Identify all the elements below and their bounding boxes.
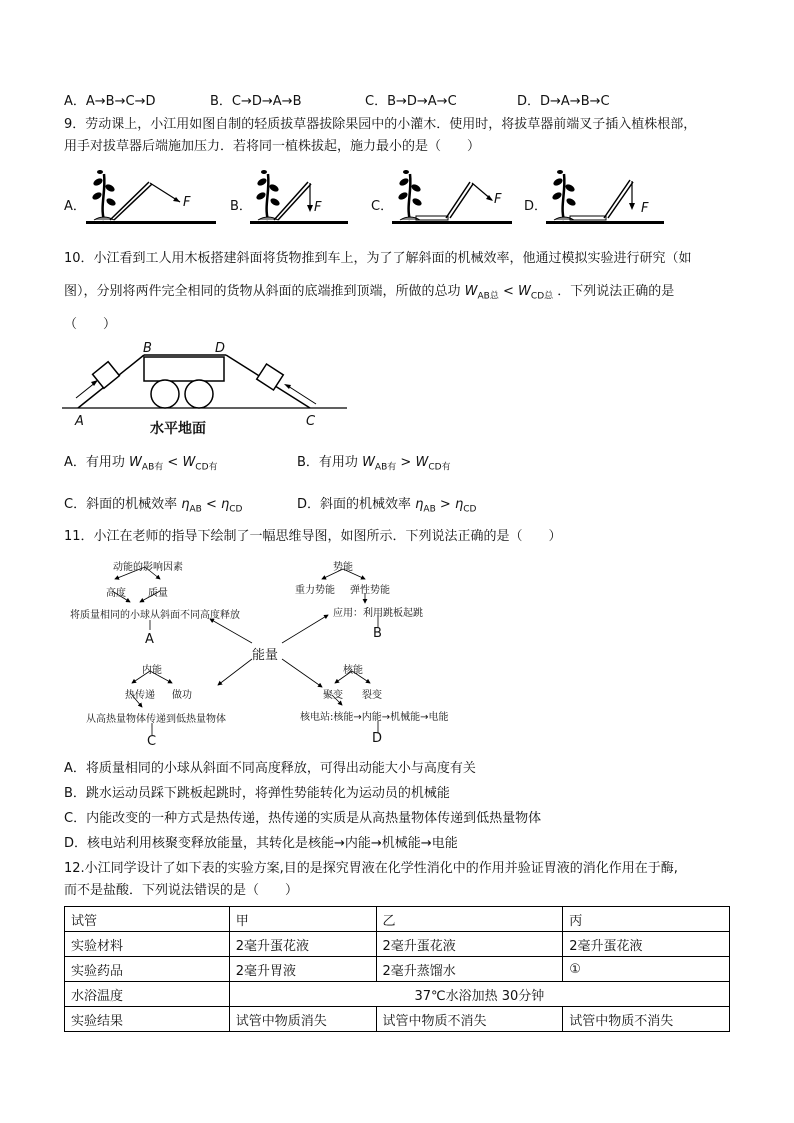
q8-option-a: A．A→B→C→D — [64, 94, 156, 109]
q9-option-d-label: D． — [524, 199, 548, 214]
mm-c-bottom: 从高热量物体传递到低热量物体 — [86, 714, 226, 725]
mm-a-bottom: 将质量相同的小球从斜面不同高度释放 — [70, 610, 240, 621]
q10-option-c-eta1: η — [181, 497, 190, 512]
table-cell: 37℃水浴加热 30分钟 — [229, 982, 729, 1007]
q9-force-label-c: F — [494, 192, 502, 207]
mm-a-label: A — [145, 632, 154, 647]
q10-sub-ab-total: AB总 — [477, 291, 499, 302]
mm-b-bottom: 应用：利用跳板起跳 — [333, 608, 423, 619]
mm-b-label: B — [373, 626, 382, 641]
mm-a-left: 高度 — [106, 588, 126, 599]
table-cell: 乙 — [376, 907, 563, 932]
q10-ground-label: 水平地面 — [150, 421, 206, 437]
table-cell: 实验药品 — [65, 957, 230, 982]
mm-a-right: 质量 — [148, 588, 168, 599]
q10-option-d-op: > — [439, 497, 451, 512]
q10-label-c: C — [306, 414, 316, 429]
q10-option-a-w1: W — [129, 455, 142, 470]
mm-b-left: 重力势能 — [295, 585, 335, 596]
q10-stem-line2-b: ．下列说法正确的是 — [557, 284, 675, 299]
q9-force-label-b: F — [314, 200, 322, 215]
table-row-reagent — [65, 957, 730, 982]
q9-option-a-label: A． — [64, 199, 86, 214]
mm-d-right: 裂变 — [362, 690, 382, 701]
q10-stem-line1: 10．小江看到工人用木板搭建斜面将货物推到车上，为了了解斜面的机械效率，他通过模拟实验进行研究（如 — [64, 251, 692, 266]
q10-w-ab: W — [464, 284, 478, 299]
q9-figure-a — [86, 168, 221, 230]
q10-option-a-sub1: AB有 — [141, 462, 164, 473]
q10-option-d-text: D．斜面的机械效率 — [297, 497, 412, 512]
q10-lt: < — [503, 284, 514, 299]
q10-sub-cd-total: CD总 — [530, 291, 554, 302]
mm-b-right: 弹性势能 — [350, 585, 390, 596]
q8-option-d: D．D→A→B→C — [517, 94, 610, 109]
q11-option-d: D．核电站利用核聚变释放能量，其转化是核能→内能→机械能→电能 — [64, 836, 458, 851]
table-cell: 2毫升胃液 — [229, 957, 376, 982]
q11-option-c: C．内能改变的一种方式是热传递，热传递的实质是从高热量物体传递到低热量物体 — [64, 811, 542, 826]
mm-d-label: D — [372, 731, 383, 746]
q9-figure-d — [546, 168, 666, 230]
q9-option-c-label: C． — [371, 199, 394, 214]
q10-option-b — [297, 452, 451, 479]
q10-stem-line2 — [64, 281, 674, 308]
q8-option-b: B．C→D→A→B — [210, 94, 302, 109]
table-cell: ① — [563, 957, 730, 982]
q9-force-label-a: F — [183, 195, 191, 210]
q10-option-c-text: C．斜面的机械效率 — [64, 497, 178, 512]
q10-option-d-eta2: η — [454, 497, 464, 512]
q10-option-d-sub1: AB — [423, 504, 436, 515]
table-row-result — [65, 1007, 730, 1032]
q9-force-label-d: F — [641, 201, 649, 216]
table-cell: 甲 — [229, 907, 376, 932]
table-cell: 2毫升蛋花液 — [229, 932, 376, 957]
q10-label-d: D — [215, 341, 226, 356]
q11-stem: 11．小江在老师的指导下绘制了一幅思维导图，如图所示．下列说法正确的是（ ） — [64, 529, 562, 544]
mm-d-title: 核能 — [343, 665, 363, 676]
q10-option-b-w2: W — [415, 455, 429, 470]
q9-figure-b — [250, 168, 350, 230]
table-cell: 实验材料 — [65, 932, 230, 957]
q10-option-c — [64, 494, 242, 521]
table-cell: 2毫升蛋花液 — [563, 932, 730, 957]
mm-d-left: 聚变 — [323, 690, 343, 701]
q10-option-b-sub1: AB有 — [374, 462, 397, 473]
q10-option-d-sub2: CD — [463, 504, 477, 515]
mm-center: 能量 — [252, 648, 279, 663]
q10-option-b-sub2: CD有 — [428, 462, 451, 473]
q8-option-c: C．B→D→A→C — [365, 94, 457, 109]
q10-stem-line2-a: 图），分别将两件完全相同的货物从斜面的底端推到顶端，所做的总功 — [64, 284, 461, 299]
mm-c-left: 热传递 — [125, 690, 155, 701]
q10-option-a-op: < — [167, 455, 179, 470]
q10-paren: （ ） — [64, 317, 117, 332]
q10-label-b: B — [143, 341, 152, 356]
table-row-material — [65, 932, 730, 957]
q10-option-b-text: B．有用功 — [297, 455, 358, 470]
q10-option-c-sub1: AB — [189, 504, 202, 515]
q10-label-a: A — [75, 414, 84, 429]
q10-option-a-text: A．有用功 — [64, 455, 125, 470]
q10-option-d-eta1: η — [415, 497, 424, 512]
q10-option-d — [297, 494, 476, 521]
q10-option-c-sub2: CD — [229, 504, 243, 515]
mm-c-right: 做功 — [172, 690, 192, 701]
mm-b-title: 势能 — [333, 562, 353, 573]
q10-option-c-eta2: η — [221, 497, 230, 512]
q12-stem-line1: 12.小江同学设计了如下表的实验方案,目的是探究胃液在化学性消化中的作用并验证胃液的消化作用在于酶, — [64, 861, 678, 876]
table-cell: 丙 — [563, 907, 730, 932]
q10-option-a-sub2: CD有 — [195, 462, 218, 473]
table-cell: 水浴温度 — [65, 982, 230, 1007]
q12-experiment-table — [64, 906, 730, 1032]
q12-stem-line2: 而不是盐酸．下列说法错误的是（ ） — [64, 883, 299, 898]
q11-option-a: A．将质量相同的小球从斜面不同高度释放，可得出动能大小与高度有关 — [64, 761, 476, 776]
q10-option-b-w1: W — [362, 455, 375, 470]
table-row-header — [65, 907, 730, 932]
q9-stem-line2: 用手对拔草器后端施加压力．若将同一植株拔起，施力最小的是（ ） — [64, 139, 481, 154]
q10-option-a-w2: W — [182, 455, 196, 470]
table-cell: 试管中物质消失 — [229, 1007, 376, 1032]
mm-a-title: 动能的影响因素 — [113, 562, 183, 573]
table-cell: 试管 — [65, 907, 230, 932]
table-cell: 试管中物质不消失 — [376, 1007, 563, 1032]
mm-d-bottom: 核电站:核能→内能→机械能→电能 — [300, 712, 449, 723]
q9-stem-line1: 9．劳动课上，小江用如图自制的轻质拔草器拔除果园中的小灌木．使用时，将拔草器前端叉子插入植株根部， — [64, 117, 697, 132]
q10-w-cd: W — [518, 284, 531, 299]
q10-option-a — [64, 452, 218, 479]
table-cell: 试管中物质不消失 — [563, 1007, 730, 1032]
table-cell: 2毫升蒸馏水 — [376, 957, 563, 982]
table-cell: 实验结果 — [65, 1007, 230, 1032]
table-row-temperature — [65, 982, 730, 1007]
q10-option-b-op: > — [400, 455, 412, 470]
mm-c-title: 内能 — [142, 665, 162, 676]
q10-option-c-op: < — [205, 497, 217, 512]
q11-option-b: B．跳水运动员踩下跳板起跳时，将弹性势能转化为运动员的机械能 — [64, 786, 450, 801]
q9-option-b-label: B． — [230, 199, 252, 214]
table-cell: 2毫升蛋花液 — [376, 932, 563, 957]
mm-c-label: C — [147, 734, 157, 749]
